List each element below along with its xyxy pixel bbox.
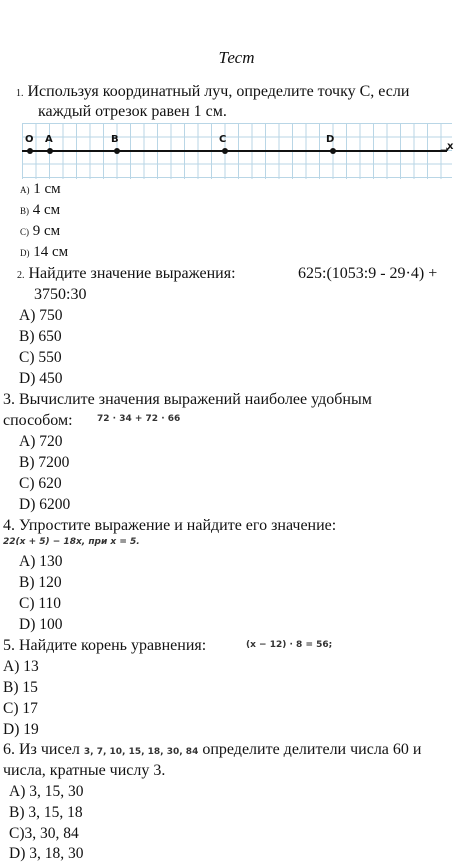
q2-option-b: B) 650 xyxy=(19,328,62,345)
question-3: 3. Вычислите значения выражений наиболее удобным xyxy=(3,391,372,408)
q5-option-a: A) 13 xyxy=(3,658,39,675)
point-a xyxy=(47,148,53,154)
coordinate-ray xyxy=(22,150,447,152)
q6-option-c: C)3, 30, 84 xyxy=(9,825,79,842)
q1-option-b: B) 4 см xyxy=(20,202,61,218)
q1-option-d: D) 14 см xyxy=(20,244,69,260)
question-6: 6. Из чисел 3, 7, 10, 15, 18, 30, 84 определите делители числа 60 и xyxy=(3,741,422,758)
test-title: Тест xyxy=(218,48,255,67)
q1-option-c: C) 9 см xyxy=(20,223,61,239)
ray-arrow-icon: ➝ xyxy=(440,143,450,156)
question-5-expression: (x − 12) · 8 = 56; xyxy=(246,640,333,650)
point-b xyxy=(114,148,120,154)
q6-option-b: B) 3, 15, 18 xyxy=(9,804,83,821)
question-5: 5. Найдите корень уравнения: xyxy=(3,637,207,654)
point-d xyxy=(330,148,336,154)
question-text-line2: каждый отрезок равен 1 см. xyxy=(38,103,227,120)
question-4: 4. Упростите выражение и найдите его значение: xyxy=(3,517,337,534)
ray-label-b: B xyxy=(111,134,119,145)
question-4-expression: 22(x + 5) − 18x, при x = 5. xyxy=(3,537,140,547)
q4-option-a: A) 130 xyxy=(19,553,63,570)
q3-option-b: B) 7200 xyxy=(19,454,70,471)
q3-option-a: A) 720 xyxy=(19,433,63,450)
question-3-expression: 72 · 34 + 72 · 66 xyxy=(97,414,181,424)
ray-label-d: D xyxy=(326,134,335,145)
q6-option-d: D) 3, 18, 30 xyxy=(9,845,84,862)
q5-option-d: D) 19 xyxy=(3,721,39,738)
q5-option-b: B) 15 xyxy=(3,679,38,696)
ray-label-o: O xyxy=(25,134,34,145)
q2-option-c: C) 550 xyxy=(19,349,62,366)
q5-option-c: C) 17 xyxy=(3,700,38,717)
q6-option-a: A) 3, 15, 30 xyxy=(9,783,84,800)
q2-option-d: D) 450 xyxy=(19,370,63,387)
question-3-line2: способом: xyxy=(3,412,73,429)
question-6-line2: числа, кратные числу 3. xyxy=(3,762,166,779)
ray-label-a: A xyxy=(45,134,53,145)
question-text-line1: Используя координатный луч, определите точку С, если xyxy=(27,83,410,100)
point-o xyxy=(27,148,33,154)
question-2: 2. Найдите значение выражения: xyxy=(17,265,236,282)
q2-option-a: A) 750 xyxy=(19,307,63,324)
q3-option-c: C) 620 xyxy=(19,475,62,492)
question-number: 1. xyxy=(16,88,24,99)
q4-option-b: B) 120 xyxy=(19,574,62,591)
point-c xyxy=(222,148,228,154)
question-6-numbers: 3, 7, 10, 15, 18, 30, 84 xyxy=(83,747,199,757)
ray-label-c: C xyxy=(219,134,227,145)
q4-option-d: D) 100 xyxy=(19,616,63,633)
q4-option-c: C) 110 xyxy=(19,595,62,612)
ray-label-x: x xyxy=(447,141,454,152)
q3-option-d: D) 6200 xyxy=(19,496,71,513)
question-2-expression: 625:(1053:9 - 29·4) + xyxy=(298,265,438,282)
question-2-line2: 3750:30 xyxy=(34,286,87,303)
q1-option-a: A) 1 см xyxy=(20,181,61,197)
question-1 xyxy=(16,82,410,120)
